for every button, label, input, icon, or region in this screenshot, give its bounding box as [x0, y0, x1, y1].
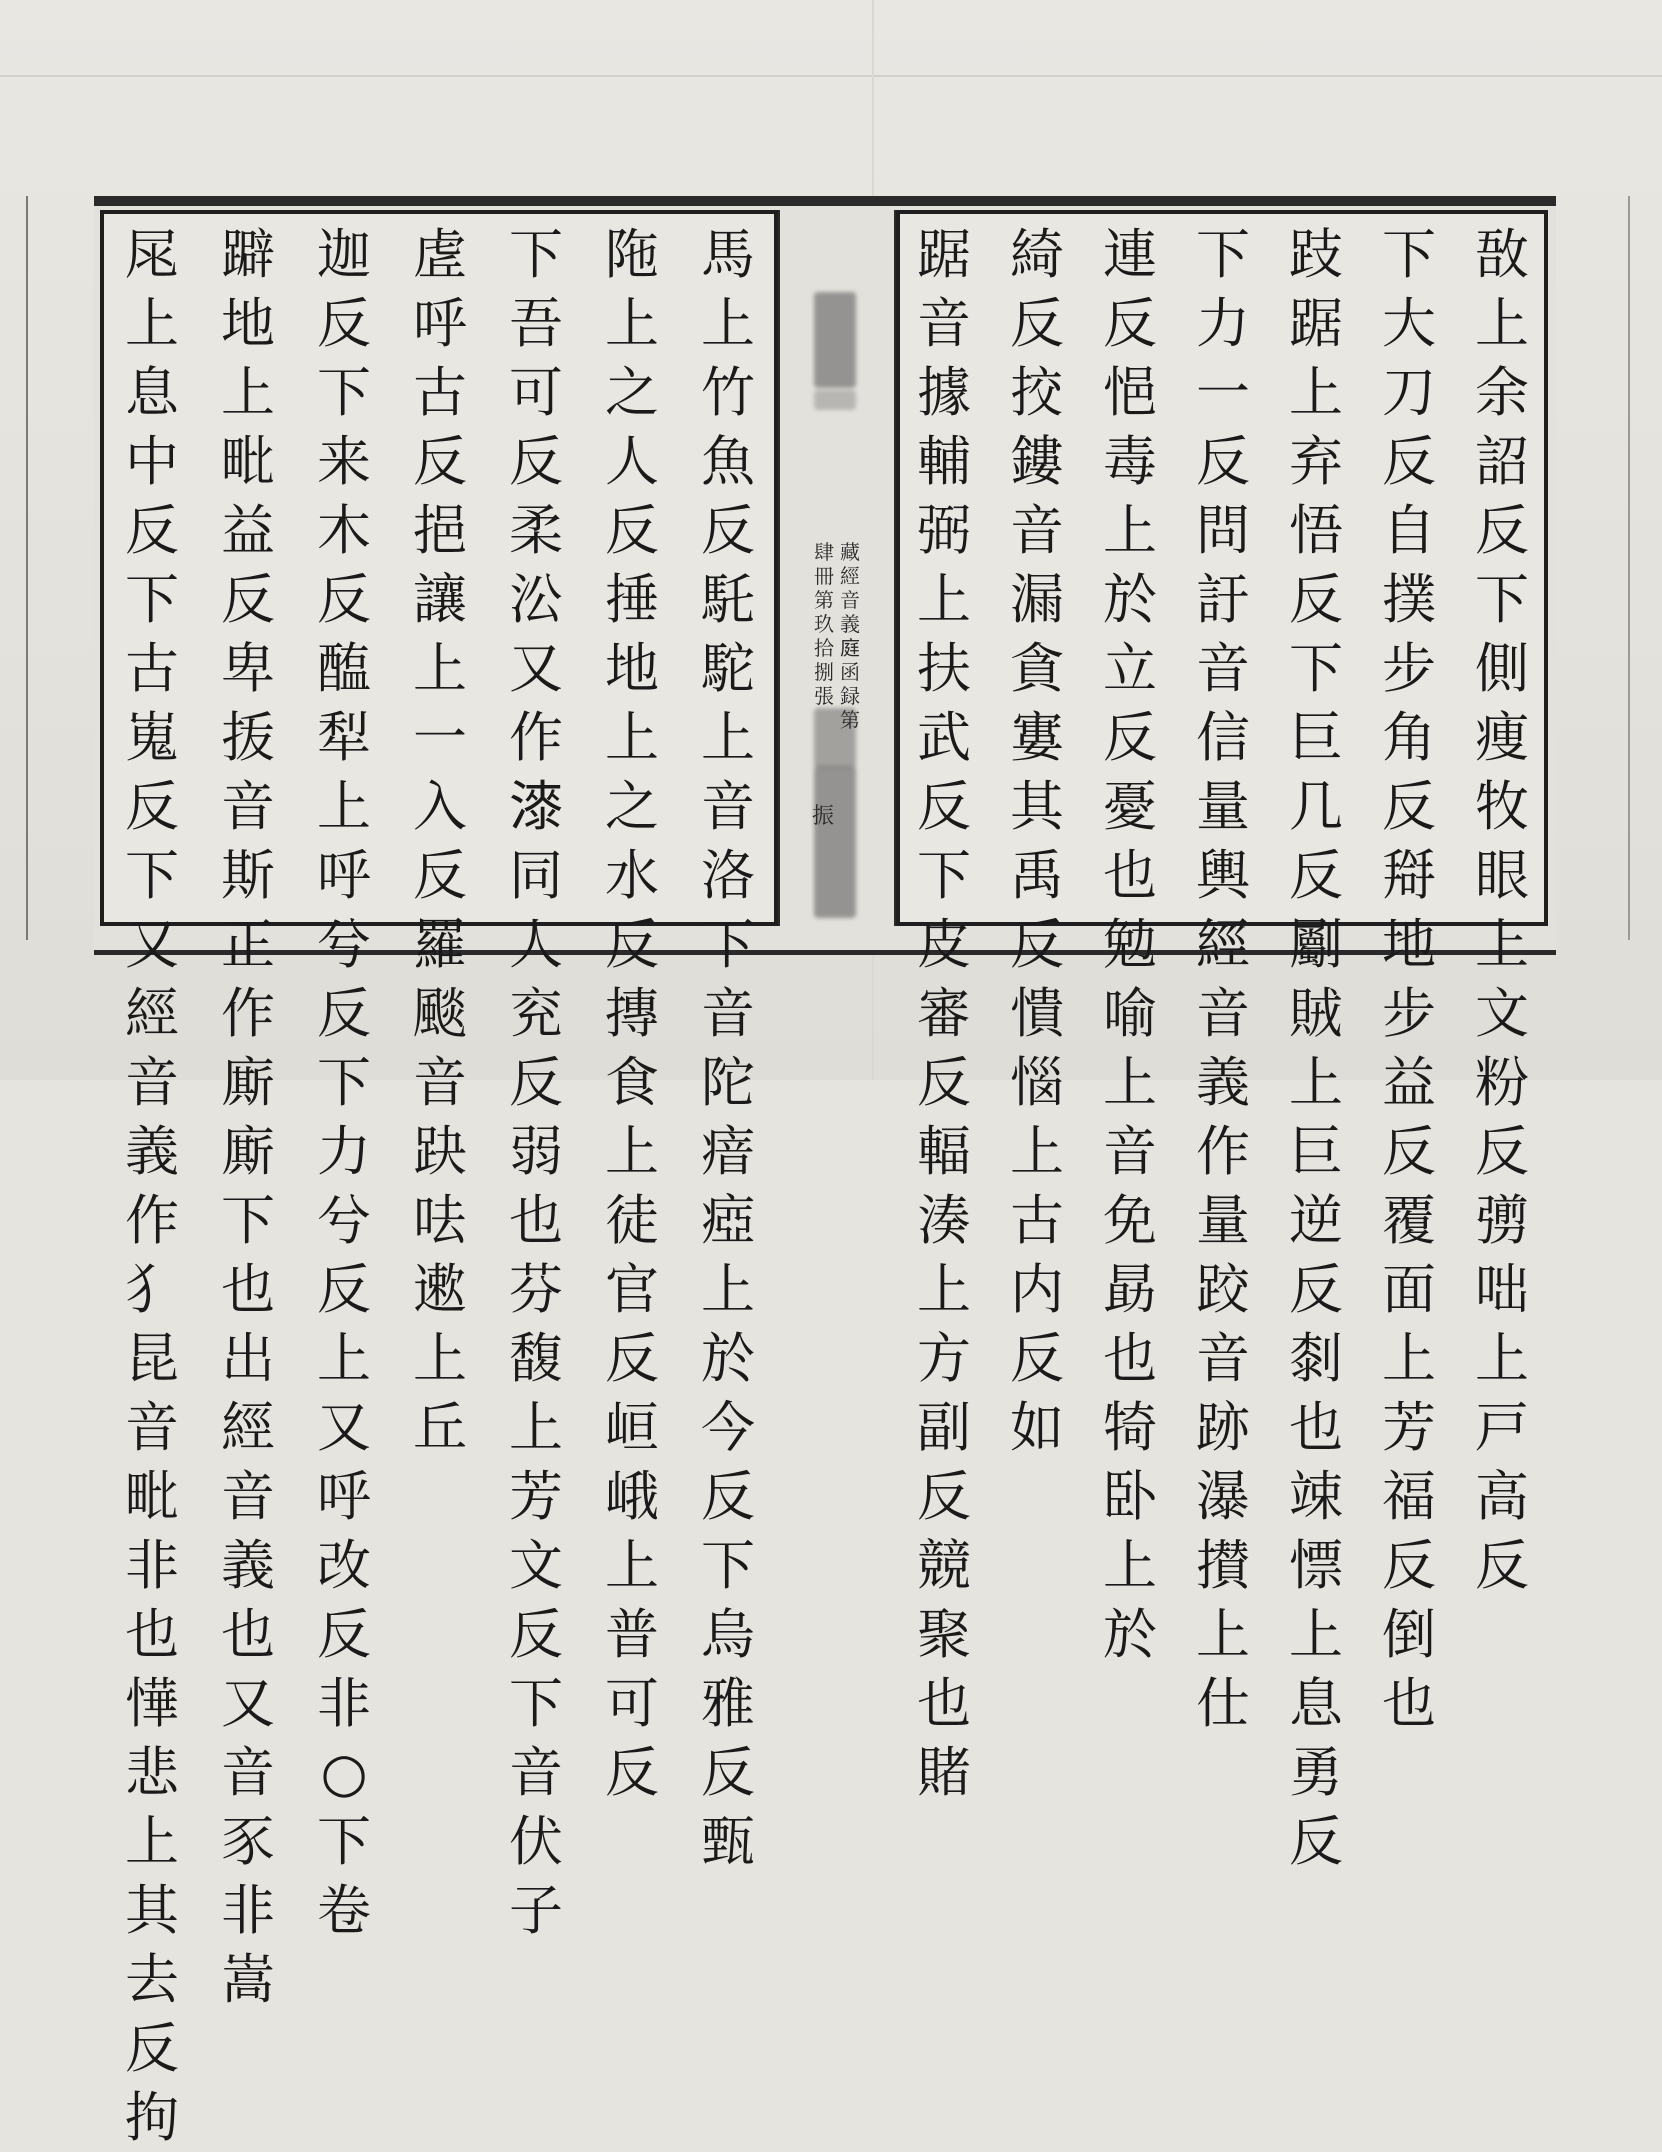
text-column [1466, 220, 1538, 1597]
column-text: 下吾可反柔㳂又作𣾰同人兖反弱也芬馥上芳文反下音伏子 [509, 223, 563, 1942]
column-text: 跂踞上弃悟反下巨几反劚賊上巨逆反㓼也竦慓上息勇反 [1289, 223, 1343, 1873]
right-text-panel [896, 210, 1548, 1873]
column-text: 躃地上毗益反卑㧞音斯正作廝廝下也出經音義也又音豕非嵩 [221, 223, 275, 2011]
block-volume-line: 肆冊第玖拾捌張 [814, 540, 834, 708]
text-column [1280, 220, 1352, 1873]
column-text: 連反悒毒上於立反憂也勉喻上音免勗也犄卧上於 [1103, 223, 1157, 1666]
block-series-mark: 振 [811, 804, 834, 829]
text-column [908, 220, 980, 1804]
left-text-panel [100, 210, 778, 2149]
column-text: 敔上余詔反下側痩牧眼上文粉反彅咄上戸高反 [1475, 223, 1529, 1597]
text-column [692, 220, 764, 1873]
text-column [404, 220, 476, 1459]
sheet-left-edge-rule [26, 196, 28, 940]
paper-fold-horizontal [0, 75, 1662, 77]
column-text: 馬上竹魚反馲駝上音洛下音陀瘖瘂上於今反下烏雅反甄 [701, 223, 755, 1873]
column-text: 虗呼古反挹讓上一入反羅颷音趹呿遬上丘 [413, 223, 467, 1459]
text-column [308, 220, 380, 1942]
text-column [1094, 220, 1166, 1666]
column-text: 迦反下来木反醢犁上呼兮反下力兮反上又呼改反非○下卷 [317, 223, 371, 1942]
text-column [596, 220, 668, 1804]
left-panel-columns [114, 220, 764, 2149]
text-column [1187, 220, 1259, 1735]
column-text: 㞑上息中反下古嵬反下又經音義作犭昆音毗非也㦊悲上其去反拘 [125, 223, 179, 2149]
column-text: 綺反挍鏤音漏貪寠其禹反憒惱上古内反如 [1010, 223, 1064, 1459]
ink-smudge [814, 390, 856, 410]
ink-smudge [814, 292, 856, 388]
sheet-right-edge-rule [1628, 196, 1630, 940]
column-text: 下力一反問訏音信量輿經音義作量跤音跡瀑攅上仕 [1196, 223, 1250, 1735]
column-text: 踞音據輔弼上扶武反下皮審反輻湊上方副反競聚也賭 [917, 223, 971, 1804]
text-column [1373, 220, 1445, 1735]
block-title-line: 藏經音義𨓍函録第 [840, 540, 860, 732]
text-column [1001, 220, 1073, 1459]
text-column [212, 220, 284, 2011]
column-text: 陁上之人反捶地上之水反摶食上徒官反峘峨上普可反 [605, 223, 659, 1804]
right-panel-columns [908, 220, 1538, 1873]
column-text: 下大刀反自撲步角反搿地步益反覆面上芳福反倒也 [1382, 223, 1436, 1735]
text-column [116, 220, 188, 2149]
text-column [500, 220, 572, 1942]
ink-smudge [814, 766, 856, 918]
